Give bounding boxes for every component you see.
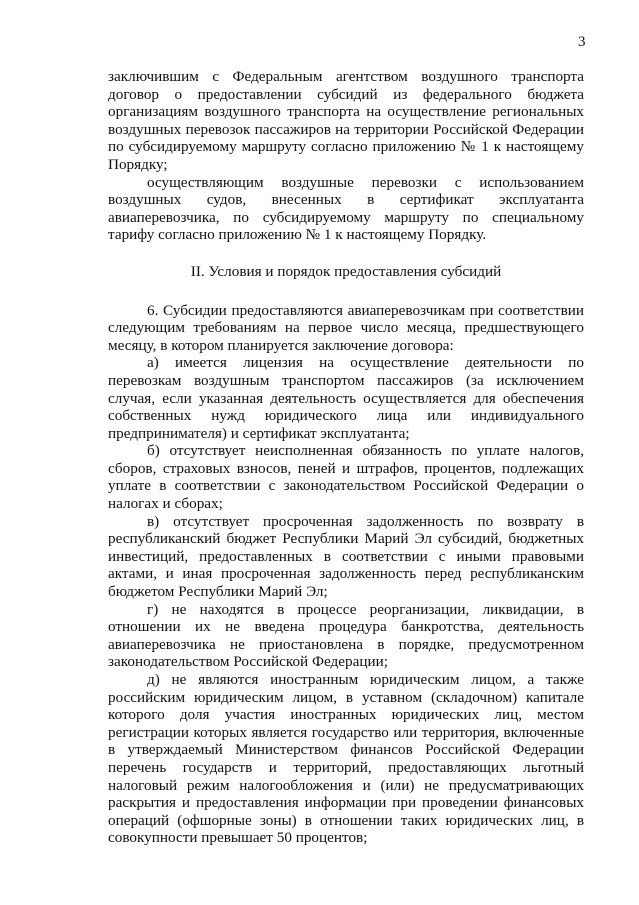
paragraph-clause: осуществляющим воздушные перевозки с использованием воздушных судов, внесенных в сертификат эксплуатанта авиаперевозчика, по субсидируемому маршруту по специальному тарифу согласно приложению № 1 к настоящему Порядку.: [108, 173, 584, 244]
paragraph-subitem-a: а) имеется лицензия на осуществление деятельности по перевозкам воздушным транспортом пассажиров (за исключением случая, если указанная деятельность осуществляется для обеспечения собственных нужд юридического лица или индивидуального предпринимателя) и сертификат эксплуатанта;: [108, 354, 584, 442]
page-number: 3: [578, 34, 586, 50]
paragraph-subitem-b: б) отсутствует неисполненная обязанность по уплате налогов, сборов, страховых взносов, пеней и штрафов, процентов, подлежащих уплате в соответствии с законодательством Российской Федерации о налогах и сборах;: [108, 442, 584, 513]
section-heading: II. Условия и порядок предоставления субсидий: [190, 262, 502, 280]
document-body: [108, 68, 584, 847]
paragraph-subitem-g: г) не находятся в процессе реорганизации, ликвидации, в отношении их не введена процедура банкротства, деятельность авиаперевозчика не приостановлена в порядке, предусмотренном законодательством Российской Федерации;: [108, 600, 584, 671]
paragraph-item-6: 6. Субсидии предоставляются авиаперевозчикам при соответствии следующим требованиям на первое число месяца, предшествующего месяцу, в котором планируется заключение договора:: [108, 301, 584, 354]
paragraph-continuation: заключившим с Федеральным агентством воздушного транспорта договор о предоставлении субсидий из федерального бюджета организациям воздушного транспорта на осуществление региональных воздушных перевозок пассажиров на территории Российской Федерации по субсидируемому маршруту согласно приложению № 1 к настоящему Порядку;: [108, 68, 584, 173]
paragraph-subitem-v: в) отсутствует просроченная задолженность по возврату в республиканский бюджет Республики Марий Эл субсидий, бюджетных инвестиций, предоставленных в соответствии с иными правовыми актами, и иная просроченная задолженность перед республиканским бюджетом Республики Марий Эл;: [108, 512, 584, 601]
paragraph-subitem-d: д) не являются иностранным юридическим лицом, а также российским юридическим лицом, в уставном (складочном) капитале которого доля участия иностранных юридических лиц, местом регистрации которых является государство или территория, включенные в утверждаемый Министерством финансов Российской Федерации перечень государств и территорий, предоставляющих льготный налоговый режим налогообложения и (или) не предусматривающих раскрытия и предоставления информации при проведении финансовых операций (офшорные зоны) в отношении таких юридических лиц, в совокупности превышает 50 процентов;: [108, 671, 584, 847]
